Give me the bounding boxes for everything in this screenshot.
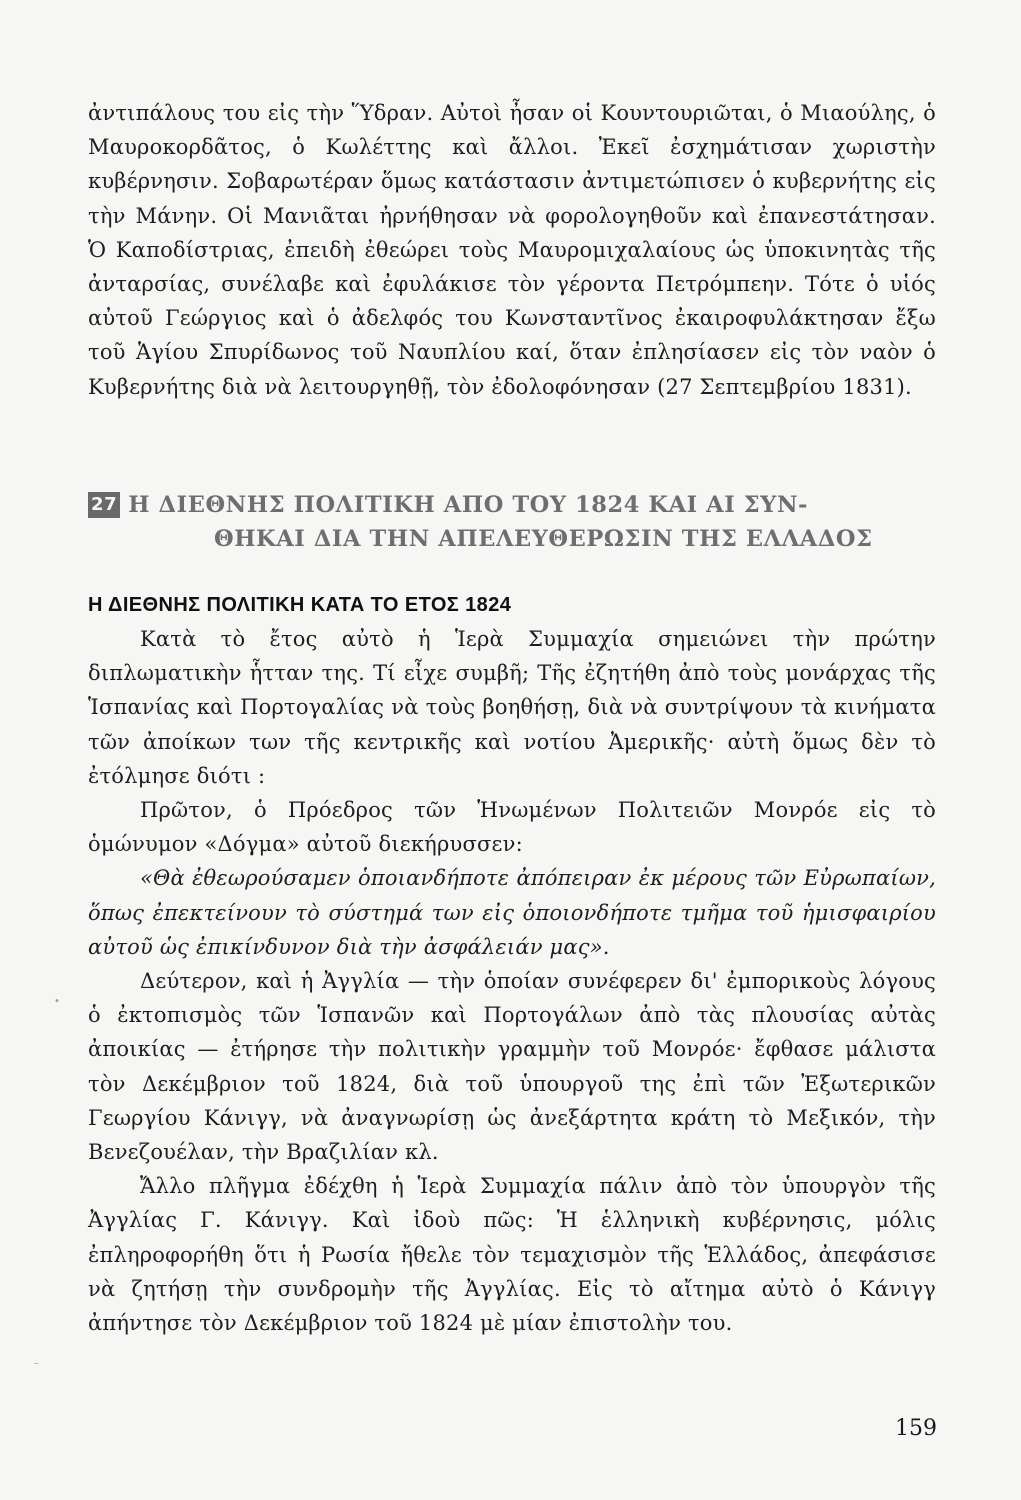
paragraph: Πρῶτον, ὁ Πρόεδρος τῶν Ἡνωμένων Πολιτειῶν Μονρόε εἰς τὸ ὁμώνυμον «Δόγμα» αὐτοῦ διεκήρυσσεν:: [88, 798, 936, 857]
intro-paragraph: [88, 96, 936, 404]
margin-dash: –: [34, 1358, 39, 1369]
section-title-line1: Η ΔΙΕΘΝΗΣ ΠΟΛΙΤΙΚΗ ΑΠΟ ΤΟΥ 1824 ΚΑΙ ΑΙ ΣΥΝ-: [128, 492, 809, 518]
paragraph: Δεύτερον, καὶ ἡ Ἀγγλία — τὴν ὁποίαν συνέφερεν δι' ἐμπορικοὺς λόγους ὁ ἐκτοπισμὸς τῶν Ἱσπανῶν καὶ Πορτογάλων ἀπὸ τὰς πλουσίας αὐτὰς ἀποικίας — ἐτήρησε τὴν πολιτικὴν γραμμὴν τοῦ Μονρόε· ἔφθασε μάλιστα τὸν Δεκέμβριον τοῦ 1824, διὰ τοῦ ὑπουργοῦ της ἐπὶ τῶν Ἐξωτερικῶν Γεωργίου Κάνιγγ, νὰ ἀναγνωρίσῃ ὡς ἀνεξάρτητα κράτη τὸ Μεξικόν, τὴν Βενεζουέλαν, τὴν Βραζιλίαν κλ.: [88, 969, 936, 1165]
body-text: [88, 622, 936, 1340]
margin-dot: •: [54, 996, 60, 1007]
intro-paragraph-text: ἀντιπάλους του εἰς τὴν Ὕδραν. Αὐτοὶ ἦσαν οἱ Κουντουριῶται, ὁ Μιαούλης, ὁ Μαυροκορδᾶτος, ὁ Κωλέττης καὶ ἄλλοι. Ἐκεῖ ἐσχημάτισαν χωριστὴν κυβέρνησιν. Σοβαρωτέραν ὅμως κατάστασιν ἀντιμετώπισεν ὁ κυβερνήτης εἰς τὴν Μάνην. Οἱ Μανιᾶται ἠρνήθησαν νὰ φορολογηθοῦν καὶ ἐπανεστάτησαν. Ὁ Καποδίστριας, ἐπειδὴ ἐθεώρει τοὺς Μαυρομιχαλαίους ὡς ὑποκινητὰς τῆς ἀνταρσίας, συνέλαβε καὶ ἐφυλάκισε τὸν γέροντα Πετρόμπεην. Τότε ὁ υἱός αὐτοῦ Γεώργιος καὶ ὁ ἀδελφός του Κωνσταντῖνος ἐκαιροφυλάκτησαν ἔξω τοῦ Ἁγίου Σπυρίδωνος τοῦ Ναυπλίου καί, ὅταν ἐπλησίασεν εἰς τὸν ναὸν ὁ Κυβερνήτης διὰ νὰ λειτουργηθῇ, τὸν ἐδολοφόνησαν (27 Σεπτεμβρίου 1831).: [88, 101, 936, 399]
paragraph: Ἄλλο πλῆγμα ἐδέχθη ἡ Ἱερὰ Συμμαχία πάλιν ἀπὸ τὸν ὑπουργὸν τῆς Ἀγγλίας Γ. Κάνιγγ. Καὶ ἰδοὺ πῶς: Ἡ ἑλληνικὴ κυβέρνησις, μόλις ἐπληροφορήθη ὅτι ἡ Ρωσία ἤθελε τὸν τεμαχισμὸν τῆς Ἑλλάδος, ἀπεφάσισε νὰ ζητήσῃ τὴν συνδρομὴν τῆς Ἀγγλίας. Εἰς τὸ αἴτημα αὐτὸ ὁ Κάνιγγ ἀπήντησε τὸν Δεκέμβριον τοῦ 1824 μὲ μίαν ἐπιστολὴν του.: [88, 1174, 936, 1336]
section-number-badge: 27: [88, 492, 120, 518]
section-heading: [88, 488, 936, 556]
page-number: 159: [895, 1416, 937, 1441]
section-title-line2: ΘΗΚΑΙ ΔΙΑ ΤΗΝ ΑΠΕΛΕΥΘΕΡΩΣΙΝ ΤΗΣ ΕΛΛΑΔΟΣ: [214, 526, 873, 552]
subheading: Η ΔΙΕΘΝΗΣ ΠΟΛΙΤΙΚΗ ΚΑΤΑ ΤΟ ΕΤΟΣ 1824: [88, 594, 512, 616]
monroe-quote: «Θὰ ἐθεωρούσαμεν ὁποιανδήποτε ἀπόπειραν ἐκ μέρους τῶν Εὐρωπαίων, ὅπως ἐπεκτείνουν τὸ σύστημά των εἰς ὁποιονδήποτε τμῆμα τοῦ ἡμισφαιρίου αὐτοῦ ὡς ἐπικίνδυνον διὰ τὴν ἀσφάλειάν μας».: [88, 866, 936, 959]
paragraph: Κατὰ τὸ ἔτος αὐτὸ ἡ Ἱερὰ Συμμαχία σημειώνει τὴν πρώτην διπλωματικὴν ἧτταν της. Τί εἶχε συμβῆ; Τῆς ἐζητήθη ἀπὸ τοὺς μονάρχας τῆς Ἱσπανίας καὶ Πορτογαλίας νὰ τοὺς βοηθήσῃ, διὰ νὰ συντρίψουν τὰ κινήματα τῶν ἀποίκων των τῆς κεντρικῆς καὶ νοτίου Ἀμερικῆς· αὐτὴ ὅμως δὲν τὸ ἐτόλμησε διότι :: [88, 627, 936, 788]
